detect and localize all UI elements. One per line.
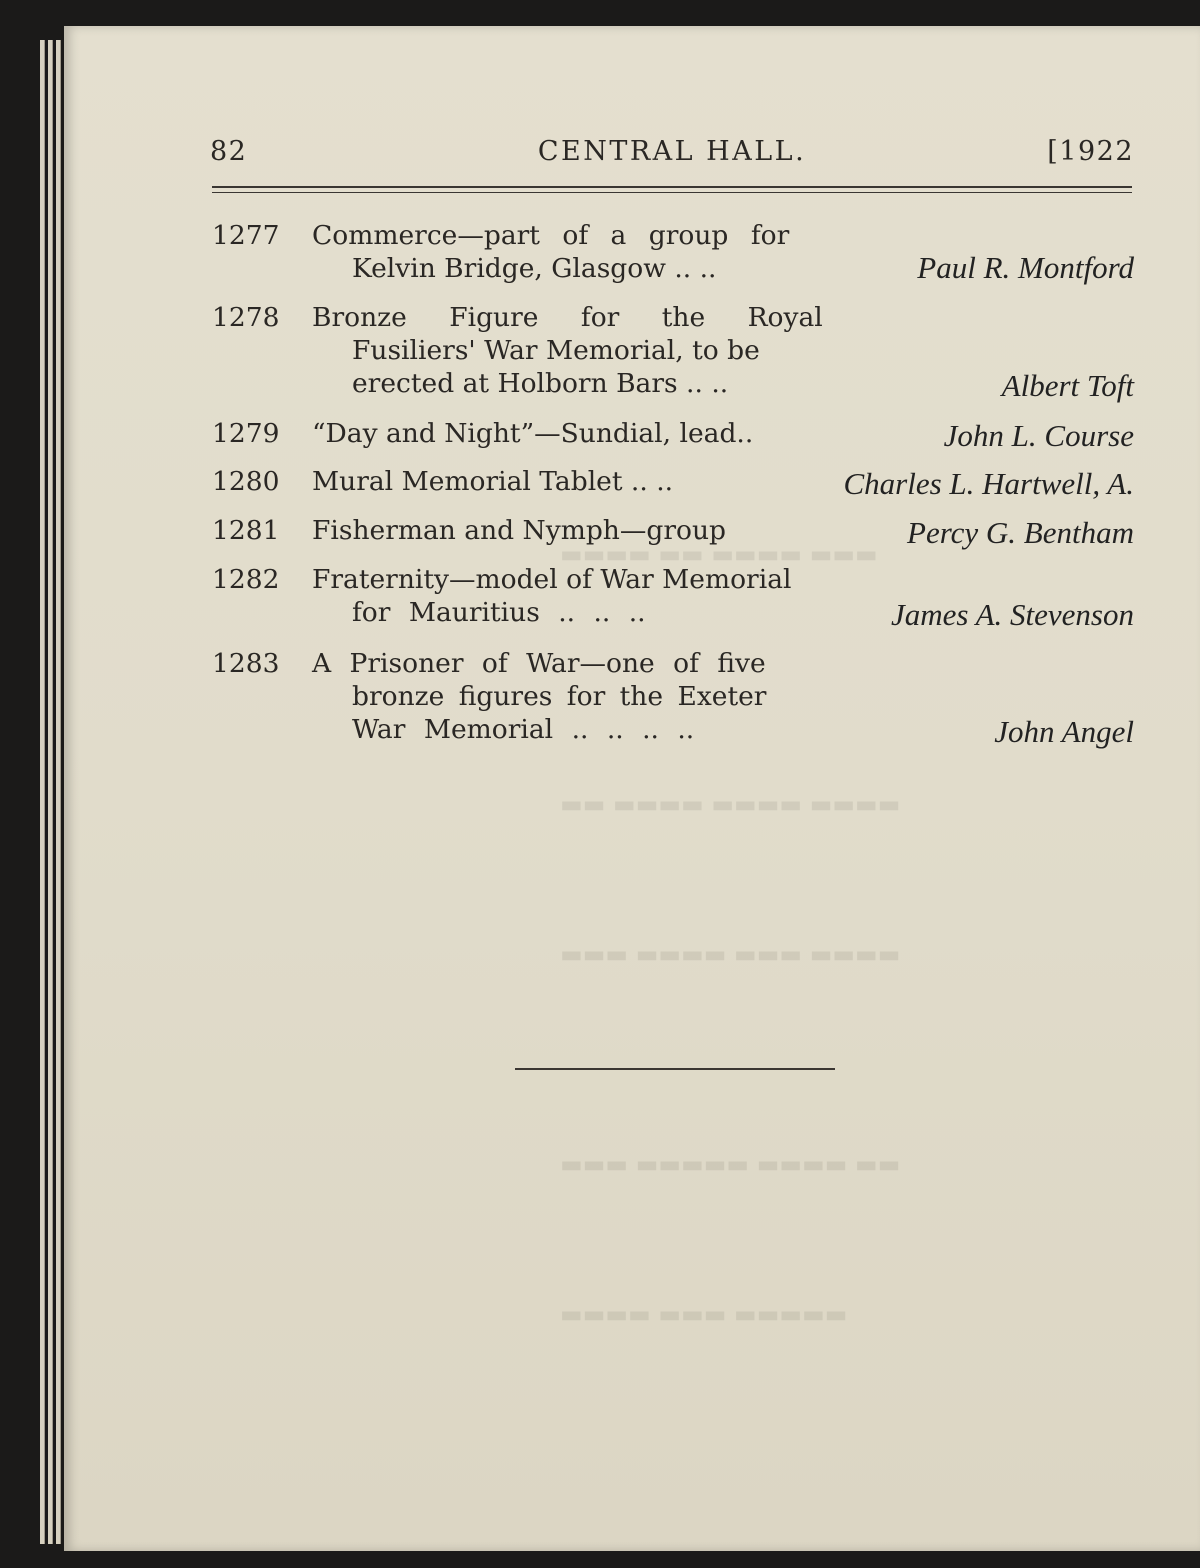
page-edge: [56, 40, 61, 1544]
catalogue-entry: [212, 220, 1134, 290]
entry-title-line: bronze figures for the Exeter: [352, 681, 767, 712]
running-header: [210, 136, 1134, 176]
year-label: [1922: [1047, 136, 1134, 167]
header-rule-thin: [212, 192, 1132, 193]
entry-number: 1280: [212, 466, 280, 497]
artist-name: Charles L. Hartwell, A.: [843, 466, 1134, 501]
bleed-through-text: ▬▬▬▬▬ ▬▬▬ ▬▬▬▬: [560, 1300, 848, 1328]
entry-title-line: Kelvin Bridge, Glasgow .. ..: [352, 253, 717, 284]
artist-name: John Angel: [994, 714, 1134, 749]
entry-number: 1283: [212, 648, 280, 679]
entry-title-line: Fraternity—model of War Memorial: [312, 564, 792, 595]
entry-title-line: Commerce—part of a group for: [312, 220, 790, 251]
header-rule-thick: [212, 186, 1132, 188]
entry-title-line: A Prisoner of War—one of five: [312, 648, 766, 679]
bleed-through-text: ▬▬ ▬▬▬▬ ▬▬▬▬▬ ▬▬▬: [560, 1150, 901, 1178]
bleed-through-text: ▬▬▬▬ ▬▬▬ ▬▬▬▬ ▬▬▬: [560, 940, 901, 968]
entry-title-line: “Day and Night”—Sundial, lead..: [312, 418, 754, 449]
section-end-rule: [515, 1068, 835, 1070]
artist-name: John L. Course: [943, 418, 1134, 453]
artist-name: James A. Stevenson: [890, 597, 1134, 632]
entry-title-line: erected at Holborn Bars .. ..: [352, 368, 729, 399]
entry-number: 1282: [212, 564, 280, 595]
page-edge: [40, 40, 45, 1544]
entry-number: 1278: [212, 302, 280, 333]
catalogue-entry: [212, 564, 1134, 636]
catalogue-entry: [212, 418, 1134, 458]
bleed-through-text: ▬▬▬ ▬▬▬▬ ▬▬ ▬▬▬▬: [560, 540, 878, 568]
catalogue-entry: [212, 302, 1134, 406]
bleed-through-text: ▬▬▬▬ ▬▬▬▬ ▬▬▬▬ ▬▬: [560, 790, 901, 818]
entry-number: 1277: [212, 220, 280, 251]
catalogue-entry: [212, 515, 1134, 555]
entry-title-line: for Mauritius .. .. ..: [352, 597, 646, 628]
entry-title-line: Bronze Figure for the Royal: [312, 302, 823, 333]
entry-title-line: Mural Memorial Tablet .. ..: [312, 466, 674, 497]
page-title: CENTRAL HALL.: [537, 136, 807, 167]
page-edge: [48, 40, 53, 1544]
artist-name: Paul R. Montford: [917, 250, 1134, 285]
artist-name: Percy G. Bentham: [907, 515, 1134, 550]
entry-title-line: War Memorial .. .. .. ..: [352, 714, 695, 745]
page-number: 82: [210, 136, 248, 167]
entry-title-line: Fisherman and Nymph—group: [312, 515, 726, 546]
artist-name: Albert Toft: [1001, 368, 1134, 403]
entry-number: 1279: [212, 418, 280, 449]
catalogue-entry: [212, 648, 1134, 752]
entry-number: 1281: [212, 515, 280, 546]
entry-title-line: Fusiliers' War Memorial, to be: [352, 335, 760, 366]
catalogue-entry: [212, 466, 1134, 506]
